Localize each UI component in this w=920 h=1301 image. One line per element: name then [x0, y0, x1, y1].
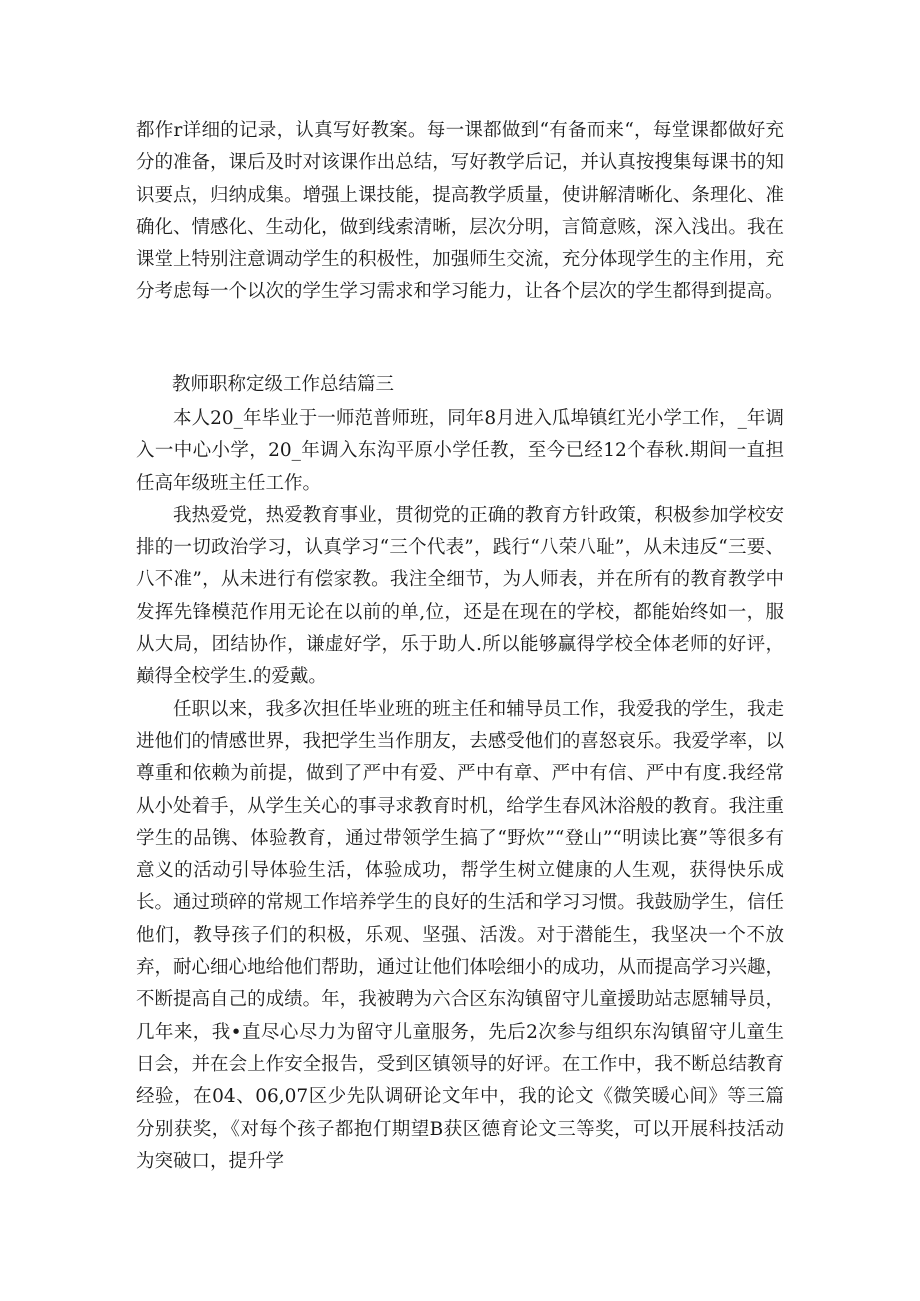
document-text-top: [136, 115, 784, 309]
continuation-paragraph: 都作r详细的记录，认真写好教案。每一课都做到“有备而来“，每堂课都做好充分的准备，课后及时对该课作出总结，写好教学后记，并认真按搜集每课书的知识要点，归纳成集。增强上课技能，提高教学质量，使讲解清晰化、条理化、准确化、情感化、生动化，做到线索清晰，层次分明，言简意赅，深入浅出。我在课堂上特别注意调动学生的积极性，加强师生交流，充分体现学生的主作用，充分考虑每一个以次的学生学习需求和学习能力，让各个层次的学生都得到提高。: [136, 120, 784, 303]
paragraph-2: 我热爱党，热爱教育事业，贯彻党的正确的教育方针政策，积极参加学校安排的一切政治学习，认真学习“三个代表”，践行“八荣八耻”，从未违反“三要、八不准”，从未进行有偿家教。我注全细节，为人师表，并在所有的教育教学中发挥先锋模范作用无论在以前的单,位，还是在现在的学校，都能始终如一，服从大局，团结协作，谦虚好学，乐于助人.所以能够赢得学校全体老师的好评，巅得全校学生.的爱戴。: [136, 504, 784, 688]
paragraph-3: 任职以来，我多次担任毕业班的班主任和辅导员工作，我爱我的学生，我走进他们的情感世界，我把学生当作朋友，去感受他们的喜怒哀乐。我爱学率，以尊重和依赖为前提，做到了严中有爱、严中有章、严中有信、严中有度.我经常从小处着手，从学生关心的事寻求教育时机，给学生春风沐浴般的教育。我注重学生的品镌、体验教育，通过带领学生搞了“野炊”“登山”“明读比赛”等很多有意义的活动引导体验生活，体验成功，帮学生树立健康的人生观，获得快乐成长。通过琐碎的常规工作培养学生的良好的生活和学习习惯。我鼓励学生，信任他们，教导孩子们的积极，乐观、坚强、活泼。对于潜能生，我坚决一个不放弃，耐心细心地给他们帮助，通过让他们体哙细小的成功，从而提高学习兴趣，不断提高自己的成绩。年，我被聘为六合区东沟镇留守儿童援助站志愿辅导员，几年来，我•直尽心尽力为留守儿童服务，先后2次参与组织东沟镇留守儿童生日会，并在会上作安全报告，受到区镇领导的好评。在工作中，我不断总结教育经验，在04、06,07区少先队调研论文年中，我的论文《微笑暖心间》等三篇分别获奖，《对每个孩子都抱仃期望B获区德育论文三等奖，可以开展科技活动为突破口，提升学: [136, 698, 784, 1172]
document-heading-block: [136, 369, 784, 401]
document-text-body: [136, 403, 784, 1178]
paragraph-1: 本人20_年毕业于一师范普师班，同年8月进入瓜埠镇红光小学工作，_年调入一中心小学，20_年调入东沟平原小学任教，至今已经12个春秋.期间一直担任高年级班主任工作。: [136, 408, 784, 494]
section-heading: 教师职称定级工作总结篇三: [172, 374, 395, 395]
